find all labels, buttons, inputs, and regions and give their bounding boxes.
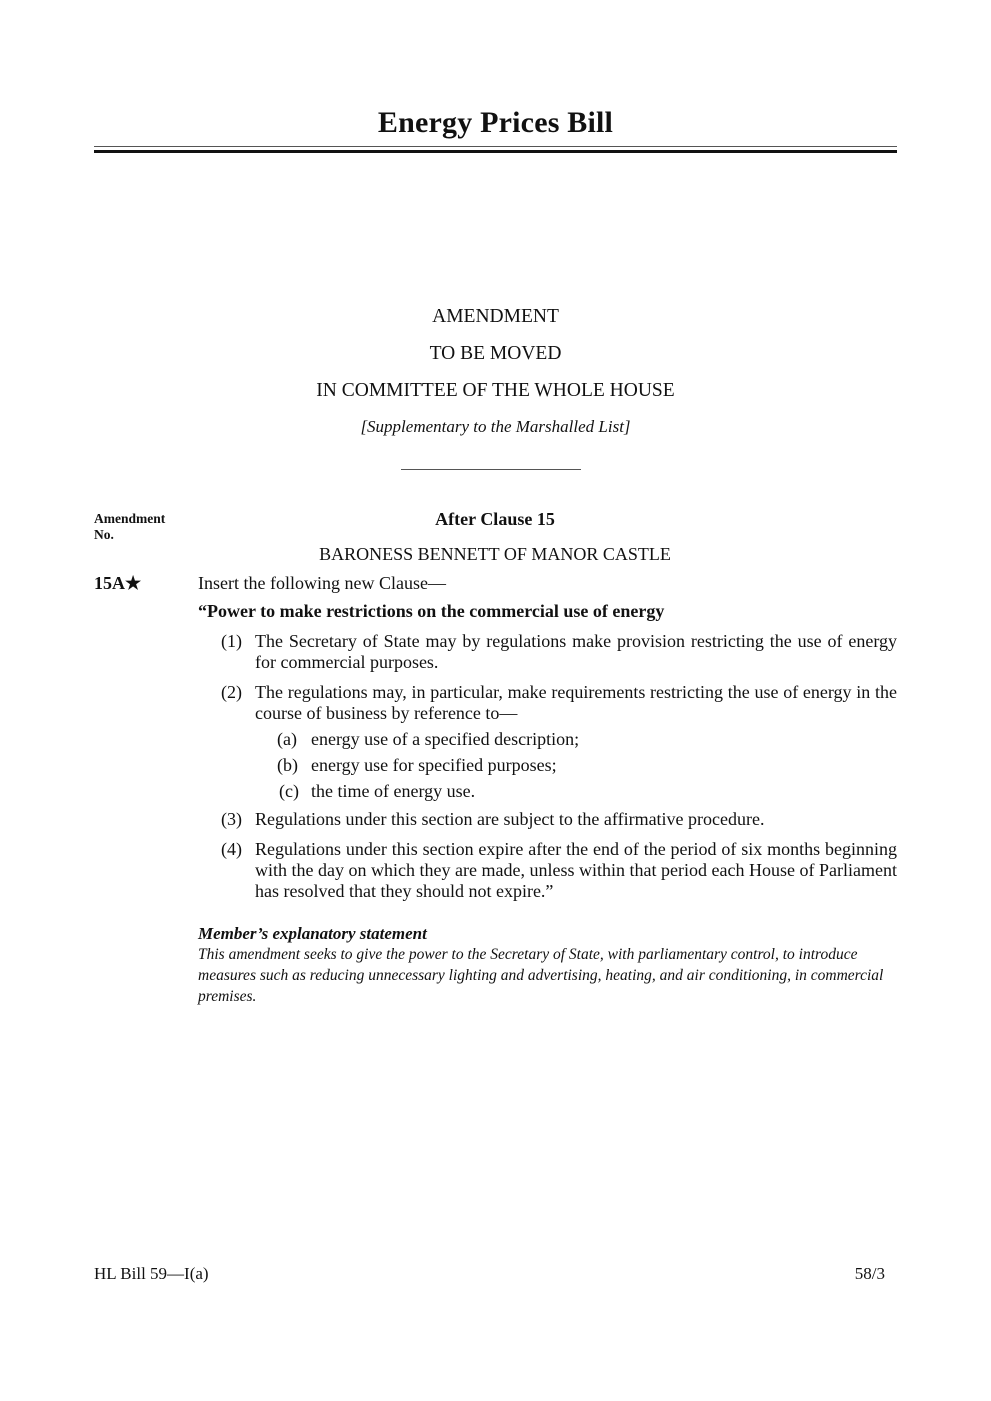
subsection-4-text: Regulations under this section expire after the end of the period of six months beginning with the day on which they are made, unless within that period each House of Parliament has resolved that they should not expire.” <box>255 839 897 901</box>
instruction: Insert the following new Clause— <box>198 573 446 593</box>
heading-amendment: AMENDMENT <box>432 306 559 327</box>
amendment-number: 15A★ <box>94 573 142 593</box>
explanatory-body: This amendment seeks to give the power to the Secretary of State, with parliamentary control, to introduce measures such as reducing unnecessary lighting and advertising, heating, and air conditioning, in commercial premises. <box>198 946 884 1005</box>
member-name: BARONESS BENNETT OF MANOR CASTLE <box>319 544 671 564</box>
heading-supplementary: [Supplementary to the Marshalled List] <box>360 417 631 436</box>
paragraph-b-number: (b) <box>277 755 298 775</box>
paragraph-a-text: energy use of a specified description; <box>311 729 580 749</box>
footer-bill-ref: HL Bill 59—I(a) <box>94 1264 209 1283</box>
subsection-3-text: Regulations under this section are subject to the affirmative procedure. <box>255 809 765 829</box>
paragraph-b-text: energy use for specified purposes; <box>311 755 557 775</box>
subsection-2-number: (2) <box>221 682 242 702</box>
explanatory-heading: Member’s explanatory statement <box>198 924 427 943</box>
title-rule-thick <box>94 150 897 153</box>
section-heading: After Clause 15 <box>435 509 555 529</box>
heading-to-be-moved: TO BE MOVED <box>429 343 562 364</box>
footer-page-ref: 58/3 <box>854 1264 885 1283</box>
subsection-4-number: (4) <box>221 839 242 859</box>
amendment-label-line2: No. <box>94 527 114 542</box>
subsection-1-number: (1) <box>221 631 242 651</box>
amendment-no-label <box>94 511 165 543</box>
subsection-3-number: (3) <box>221 809 242 829</box>
paragraph-a-number: (a) <box>277 729 297 749</box>
document-title: Energy Prices Bill <box>377 106 614 139</box>
section-divider <box>401 469 581 470</box>
amendment-label-line1: Amendment <box>94 511 166 526</box>
subsection-2-text: The regulations may, in particular, make requirements restricting the use of energy in the course of business by reference to— <box>255 682 897 723</box>
clause-title: “Power to make restrictions on the commercial use of energy <box>198 601 665 621</box>
paragraph-c-number: (c) <box>279 781 299 801</box>
subsection-1-text: The Secretary of State may by regulations make provision restricting the use of energy for commercial purposes. <box>255 631 897 672</box>
paragraph-c-text: the time of energy use. <box>311 781 476 801</box>
heading-committee: IN COMMITTEE OF THE WHOLE HOUSE <box>316 380 675 401</box>
title-rule-thin <box>94 146 897 147</box>
